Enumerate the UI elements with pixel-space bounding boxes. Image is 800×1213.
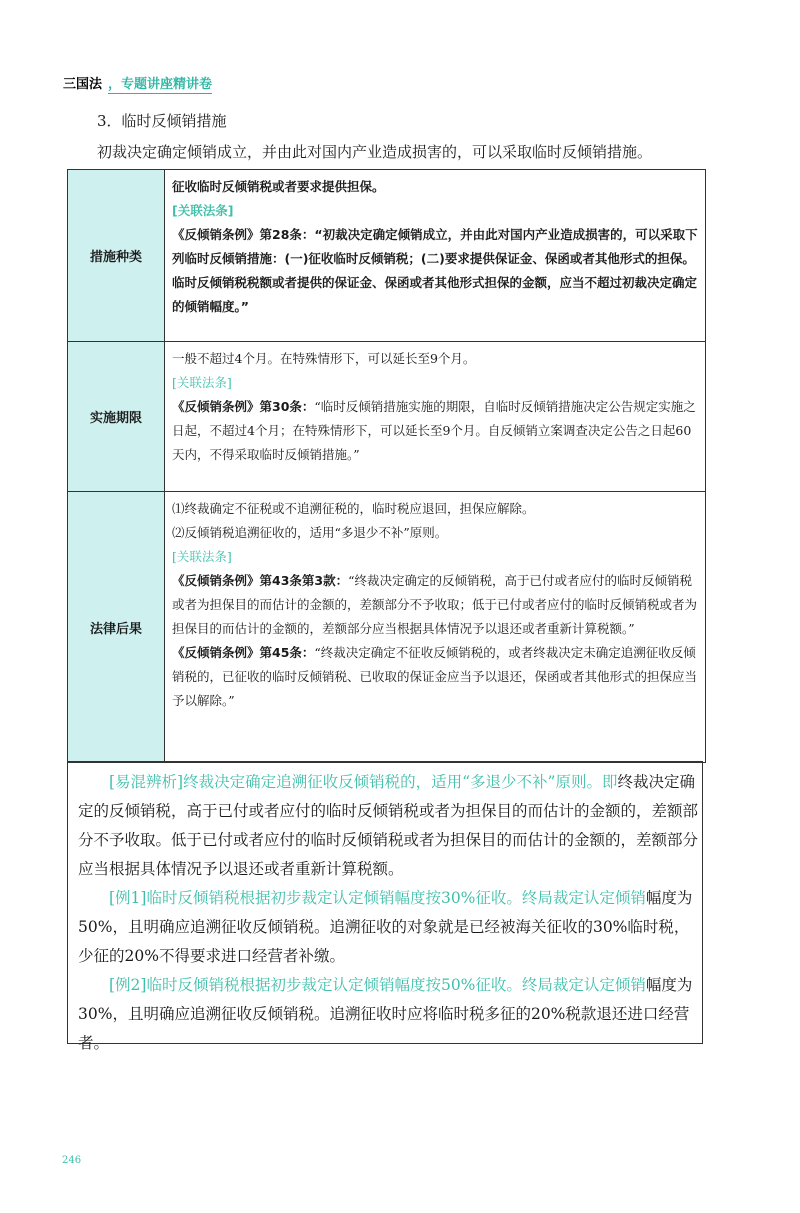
running-header — [63, 73, 212, 92]
note-body: 幅度为30%，且明确应追溯征收反倾销税。追溯征收时应将临时税多征的20%税款退还进口经营者。 — [78, 976, 693, 1052]
page-number: 246 — [62, 1155, 82, 1166]
row-label: 措施种类 — [68, 170, 165, 342]
table-row — [68, 170, 706, 342]
series-name: ，专题讲座精讲卷 — [108, 77, 213, 92]
book-name: 三国法 — [63, 77, 103, 92]
law-reference: 《反倾销条例》第45条： — [172, 645, 315, 660]
law-reference: 《反倾销条例》第30条： — [172, 399, 315, 414]
related-law-tag: [关联法条] — [172, 203, 234, 218]
table-row — [68, 492, 706, 763]
measures-table — [67, 169, 706, 763]
note-box — [67, 761, 703, 1052]
law-citation — [172, 641, 699, 713]
note-paragraph — [78, 768, 702, 884]
related-law-tag: [关联法条] — [172, 549, 232, 564]
law-text: “临时反倾销措施实施的期限，自临时反倾销措施决定公告规定实施之日起，不超过4个月；在特殊情形下，可以延长至9个月。自反倾销立案调查决定公告之日起60天内，不得采取临时反倾销措施。” — [172, 399, 696, 462]
note-lead: [例1]临时反倾销税根据初步裁定认定倾销幅度按30%征收。终局裁定认定倾销 — [109, 889, 646, 907]
law-reference: 《反倾销条例》第43条第3款： — [172, 573, 349, 588]
law-reference: 《反倾销条例》第28条： — [172, 227, 315, 242]
note-body: 终裁决定确定的反倾销税，高于已付或者应付的临时反倾销税或者为担保目的而估计的金额的，差额部分不予收取。低于已付或者应付的临时反倾销税或者为担保目的而估计的金额的，差额部分应当根据具体情况予以退还或者重新计算税额。 — [78, 773, 699, 878]
law-text: “终裁决定确定的反倾销税，高于已付或者应付的临时反倾销税或者为担保目的而估计的金额的，差额部分不予收取；低于已付或者应付的临时反倾销税或者为担保目的而估计的金额的，差额部分应当根据具体情况予以退还或者重新计算税额。” — [172, 573, 698, 636]
note-lead: [易混辨析]终裁决定确定追溯征收反倾销税的，适用“多退少不补”原则。即 — [109, 773, 618, 791]
row-main-text: 征收临时反倾销税或者要求提供担保。 — [172, 179, 385, 194]
law-citation — [172, 223, 699, 319]
row-content — [165, 492, 706, 763]
note-paragraph — [78, 884, 702, 971]
row-label: 法律后果 — [68, 492, 165, 763]
row-label: 实施期限 — [68, 342, 165, 492]
table-row — [68, 342, 706, 492]
law-text: “终裁决定确定不征收反倾销税的，或者终裁决定未确定追溯征收反倾销税的，已征收的临时反倾销税、已收取的保证金应当予以退还，保函或者其他形式的担保应当予以解除。” — [172, 645, 698, 708]
note-paragraph — [78, 971, 702, 1058]
row-content — [165, 170, 706, 342]
related-law-tag: [关联法条] — [172, 375, 232, 390]
law-text: “初裁决定确定倾销成立，并由此对国内产业造成损害的，可以采取下列临时反倾销措施：(一)征收临时反倾销税；(二)要求提供保证金、保函或者其他形式的担保。临时反倾销税税额或者提供的保证金、保函或者其他形式担保的金额，应当不超过初裁决定确定的倾销幅度。” — [172, 227, 698, 314]
note-body: 幅度为50%，且明确应追溯征收反倾销税。追溯征收的对象就是已经被海关征收的30%临时税，少征的20%不得要求进口经营者补缴。 — [78, 889, 693, 965]
law-citation — [172, 569, 699, 641]
row-main-text: 一般不超过4个月。在特殊情形下，可以延长至9个月。 — [172, 351, 476, 366]
section-intro: 初裁决定确定倾销成立，并由此对国内产业造成损害的，可以采取临时反倾销措施。 — [97, 143, 653, 161]
section-title: 3．临时反倾销措施 — [97, 112, 227, 130]
law-citation — [172, 395, 699, 467]
list-item: ⑵反倾销税追溯征收的，适用“多退少不补”原则。 — [172, 525, 448, 540]
row-content — [165, 342, 706, 492]
list-item: ⑴终裁确定不征税或不追溯征税的，临时税应退回，担保应解除。 — [172, 501, 535, 516]
note-lead: [例2]临时反倾销税根据初步裁定认定倾销幅度按50%征收。终局裁定认定倾销 — [109, 976, 646, 994]
